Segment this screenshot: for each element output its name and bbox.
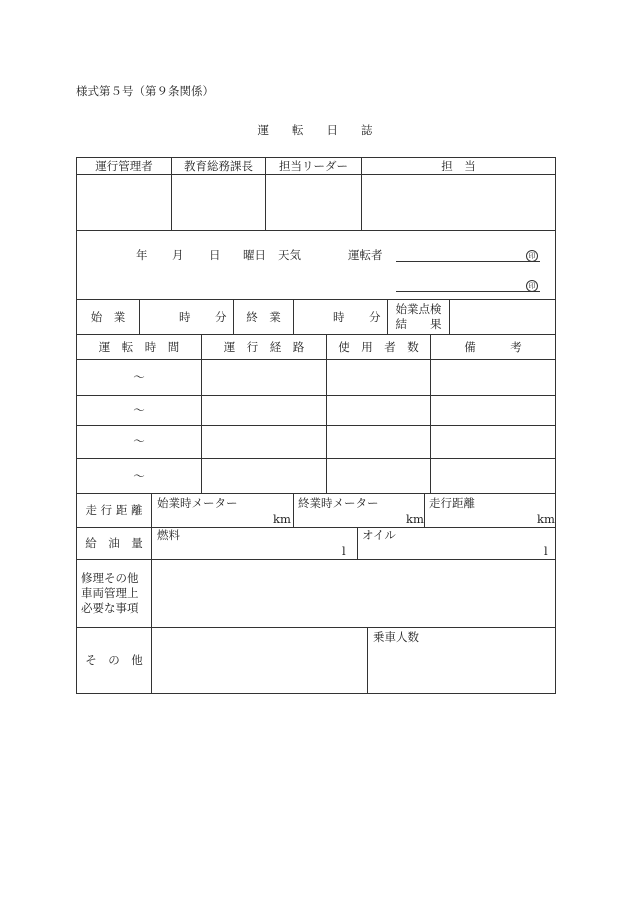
driver-label: 運転者 (348, 248, 383, 262)
oil-unit: l (544, 544, 548, 558)
repairs-field[interactable] (152, 560, 555, 627)
start-hour-label: 時 (179, 310, 191, 324)
end-hour-label: 時 (333, 310, 345, 324)
seal-box-education[interactable] (172, 175, 265, 230)
log-header-remarks: 備 考 (464, 340, 522, 354)
day-label: 日 (209, 248, 221, 262)
log-header-route: 運 行 経 路 (223, 340, 305, 354)
other-field[interactable] (152, 628, 367, 693)
year-label: 年 (136, 248, 148, 262)
approval-header-leader: 担当リーダー (279, 159, 348, 173)
log-row-time-4: ～ (133, 469, 145, 483)
repairs-label-line3: 必要な事項 (81, 601, 139, 615)
approval-header-manager: 運行管理者 (95, 159, 153, 173)
weather-label: 天気 (278, 248, 301, 262)
repairs-label-line2: 車両管理上 (81, 586, 139, 600)
inspection-result-field[interactable] (450, 300, 555, 334)
driver-signature-line-2[interactable] (396, 291, 540, 292)
seal-box-manager[interactable] (77, 175, 171, 230)
start-label: 始 業 (90, 310, 126, 324)
seal-box-leader[interactable] (266, 175, 361, 230)
end-meter-unit: km (406, 512, 424, 526)
form-title: 運 転 日 誌 (257, 123, 373, 137)
fuel-row-label: 給 油 量 (85, 536, 143, 550)
oil-label: オイル (362, 528, 396, 542)
seal-box-staff[interactable] (362, 175, 555, 230)
passengers-label: 乗車人数 (373, 630, 419, 644)
passengers-field[interactable] (368, 645, 555, 693)
traveled-label: 走行距離 (429, 496, 475, 510)
log-row-time-1: ～ (133, 370, 145, 384)
fuel-unit: l (342, 544, 346, 558)
other-label: そ の 他 (85, 653, 143, 667)
weekday-label: 曜日 (243, 248, 266, 262)
distance-label: 走 行 距 離 (85, 503, 143, 517)
traveled-unit: km (537, 512, 555, 526)
seal-mark-2: 印 (526, 277, 538, 292)
log-row-time-2: ～ (133, 403, 145, 417)
start-minute-label: 分 (215, 310, 227, 324)
start-meter-label: 始業時メーター (157, 496, 238, 510)
form-number: 様式第５号（第９条関係） (76, 84, 214, 98)
end-meter-label: 終業時メーター (298, 496, 379, 510)
repairs-label-line1: 修理その他 (81, 571, 139, 585)
approval-header-staff: 担 当 (441, 159, 476, 173)
approval-header-education: 教育総務課長 (184, 159, 253, 173)
start-meter-unit: km (273, 512, 291, 526)
month-label: 月 (172, 248, 184, 262)
inspection-label-line2: 結 果 (395, 317, 442, 331)
log-header-time: 運 転 時 間 (98, 340, 180, 354)
seal-mark-1: 印 (526, 247, 538, 262)
end-label: 終 業 (246, 310, 281, 324)
inspection-label-line1: 始業点検 (395, 302, 442, 316)
log-row-time-3: ～ (133, 434, 145, 448)
end-minute-label: 分 (369, 310, 381, 324)
fuel-label: 燃料 (157, 528, 180, 542)
log-header-users: 使 用 者 数 (338, 340, 419, 354)
driver-signature-line-1[interactable] (396, 261, 540, 262)
